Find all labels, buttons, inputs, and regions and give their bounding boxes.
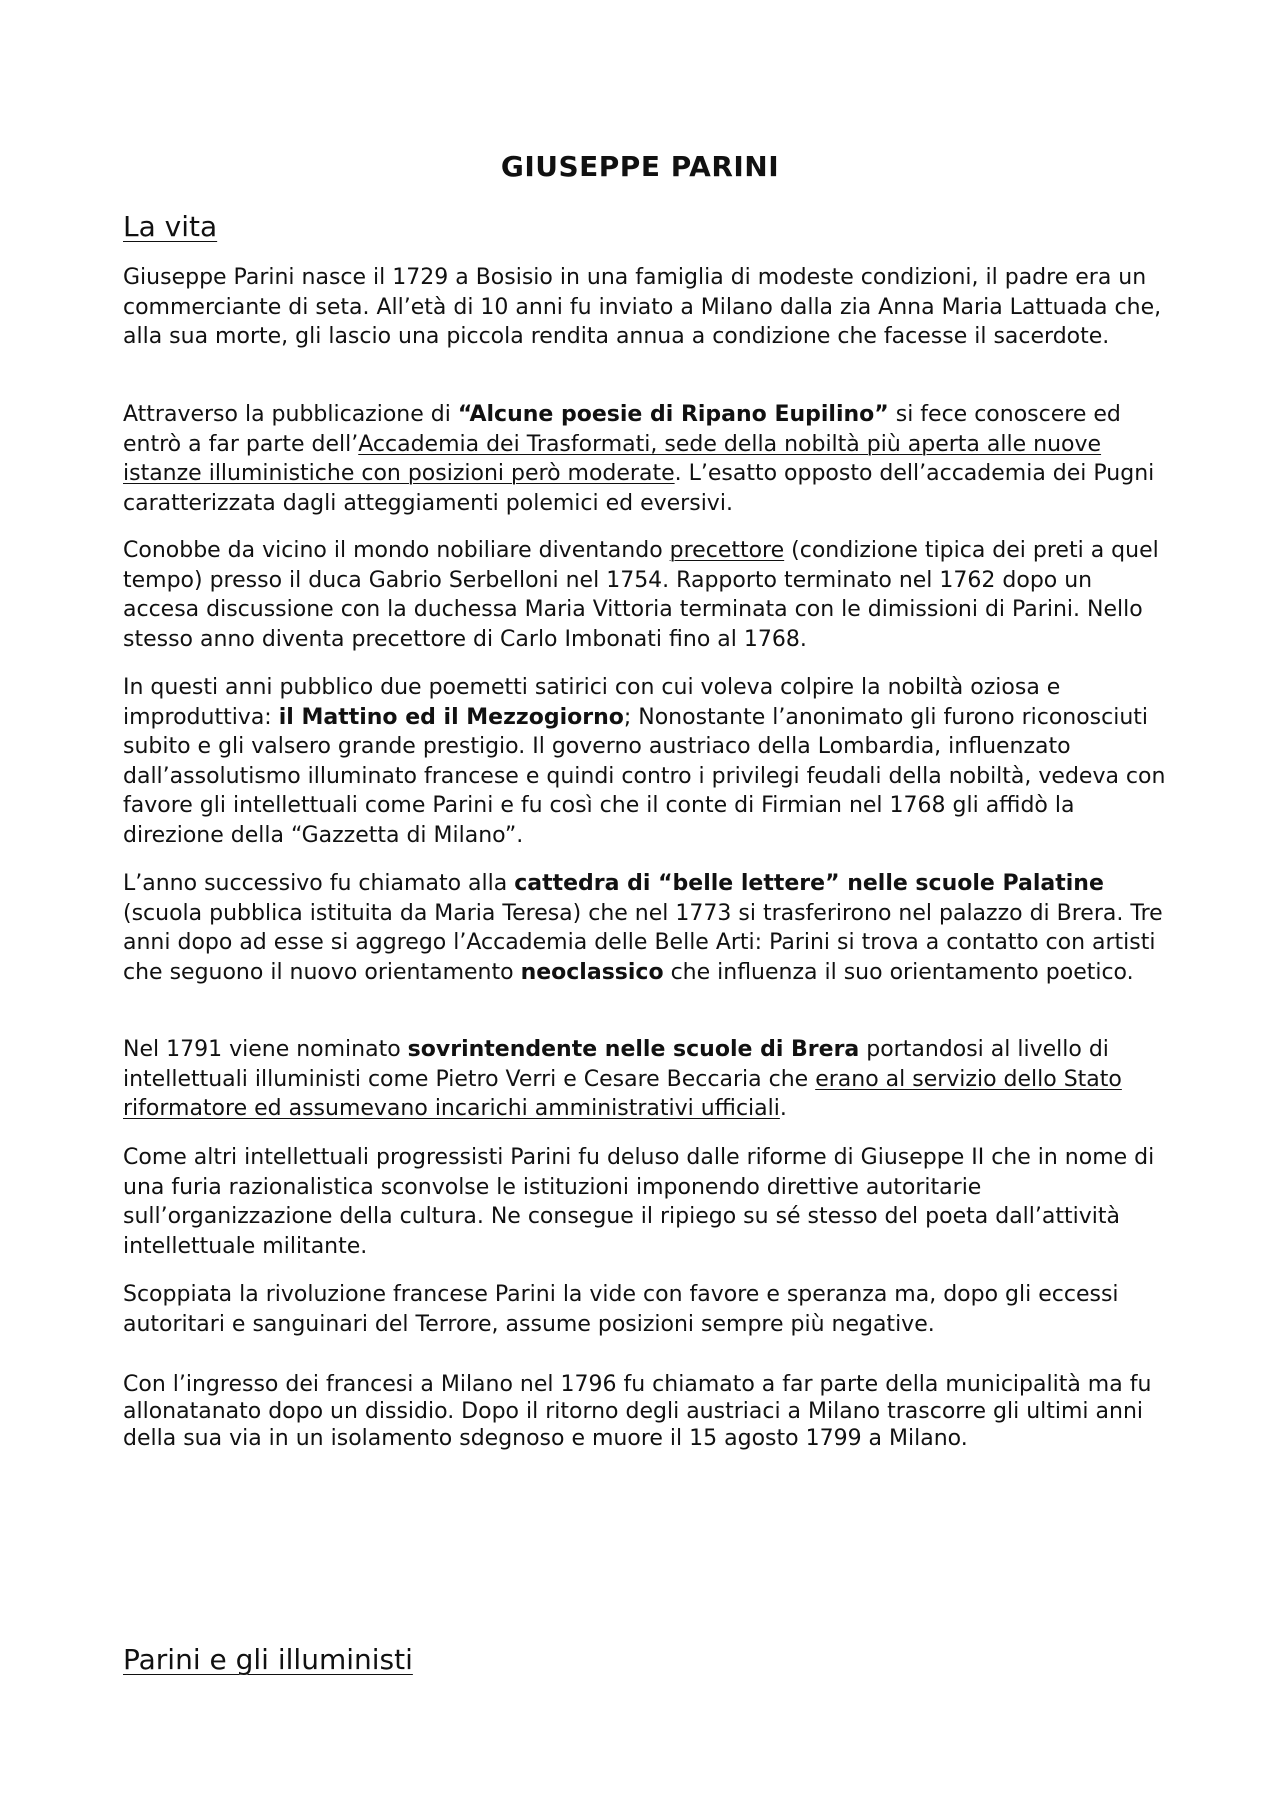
paragraph-6 [123,1035,1173,1124]
paragraph-3-text-a: Conobbe da vicino il mondo nobiliare diventando [123,538,670,563]
paragraph-3-text-c: (condizione tipica dei preti a quel tempo) presso il duca Gabrio Serbelloni nel 1754. Rapporto terminato nel 1762 dopo un accesa discussione con la duchessa Maria Vittoria terminata con le dimissioni di Parini. Nello stesso anno diventa precettore di Carlo Imbonati fino al 1768. [123,538,1159,652]
paragraph-6-text-e: . [779,1096,787,1122]
page-title: GIUSEPPE PARINI [500,150,780,183]
paragraph-8: Scoppiata la rivoluzione francese Parini la vide con favore e speranza ma, dopo gli eccessi autoritari e sanguinari del Terrore, assume posizioni sempre più negative. [123,1282,1119,1337]
paragraph-5-bold-a: cattedra di “belle lettere” nelle scuole Palatine [514,871,1104,896]
paragraph-5 [123,869,1173,987]
paragraph-3 [123,536,1173,654]
paragraph-2 [123,400,1173,518]
paragraph-5-bold-b: neoclassico [520,959,664,985]
paragraph-4-bold: il Mattino ed il Mezzogiorno [278,704,624,730]
paragraph-4 [123,673,1173,851]
paragraph-5-text-e: che influenza il suo orientamento poetico. [663,959,1134,985]
paragraph-1: Giuseppe Parini nasce il 1729 a Bosisio in una famiglia di modeste condizioni, il padre era un commerciante di seta. All’età di 10 anni fu inviato a Milano dalla zia Anna Maria Lattuada che, alla sua morte, gli lascio una piccola rendita annua a condizione che facesse il sacerdote. [123,265,1162,350]
paragraph-2-text-e: . L’esatto opposto dell’accademia dei Pugni caratterizzata dagli atteggiamenti polemici ed eversivi. [123,461,1155,516]
paragraph-3-underlined: precettore [669,538,785,563]
paragraph-2-text-c: si fece conoscere ed entrò a far parte dell’ [123,402,1121,457]
paragraph-6-text-a: Nel 1791 viene nominato [123,1037,408,1062]
paragraph-4-text-c: ; Nonostante l’anonimato gli furono riconosciuti subito e gli valsero grande prestigio. Il governo austriaco della Lombardia, influenzato dall’assolutismo illuminato francese e quindi contro i privilegi feudali della nobiltà, vedeva con favore gli intellettuali come Parini e fu così che il conte di Firmian nel 1768 gli affidò la direzione della “Gazzetta di Milano”. [123,704,1166,848]
section-heading-parini-e-gli-illuministi: Parini e gli illuministi [123,1643,413,1676]
paragraph-6-text-c: portandosi al livello di intellettuali illuministi come Pietro Verri e Cesare Beccaria che [123,1037,1109,1092]
paragraph-2-underlined: Accademia dei Trasformati, sede della nobiltà più aperta alle nuove istanze illuministiche con posizioni però moderate [123,431,1102,487]
paragraph-2-bold: “Alcune poesie di Ripano Eupilino” [457,402,889,427]
paragraph-4-text-a: In questi anni pubblico due poemetti satirici con cui voleva colpire la nobiltà oziosa e improduttiva: [123,675,1061,730]
section-heading-la-vita: La vita [123,210,218,243]
paragraph-2-text-a: Attraverso la pubblicazione di [123,402,458,427]
paragraph-7: Come altri intellettuali progressisti Parini fu deluso dalle riforme di Giuseppe II che in nome di una furia razionalistica sconvolse le istituzioni imponendo direttive autoritarie sull’organizzazione della cultura. Ne consegue il ripiego su sé stesso del poeta dall’attività intellettuale militante. [123,1145,1155,1259]
paragraph-6-bold: sovrintendente nelle scuole di Brera [407,1037,860,1062]
paragraph-6-underlined: erano al servizio dello Stato riformatore ed assumevano incarichi amministrativi ufficiali [123,1066,1122,1122]
paragraph-5-text-a: L’anno successivo fu chiamato alla [123,871,515,896]
paragraph-9: Con l’ingresso dei francesi a Milano nel 1796 fu chiamato a far parte della municipalità ma fu allonatanato dopo un dissidio. Dopo il ritorno degli austriaci a Milano trascorre gli ultimi anni della sua via in un isolamento sdegnoso e muore il 15 agosto 1799 a Milano. [123,1372,1152,1451]
paragraph-5-text-c: (scuola pubblica istituita da Maria Teresa) che nel 1773 si trasferirono nel palazzo di Brera. Tre anni dopo ad esse si aggrego l’Accademia delle Belle Arti: Parini si trova a contatto con artisti che seguono il nuovo orientamento [123,900,1163,985]
